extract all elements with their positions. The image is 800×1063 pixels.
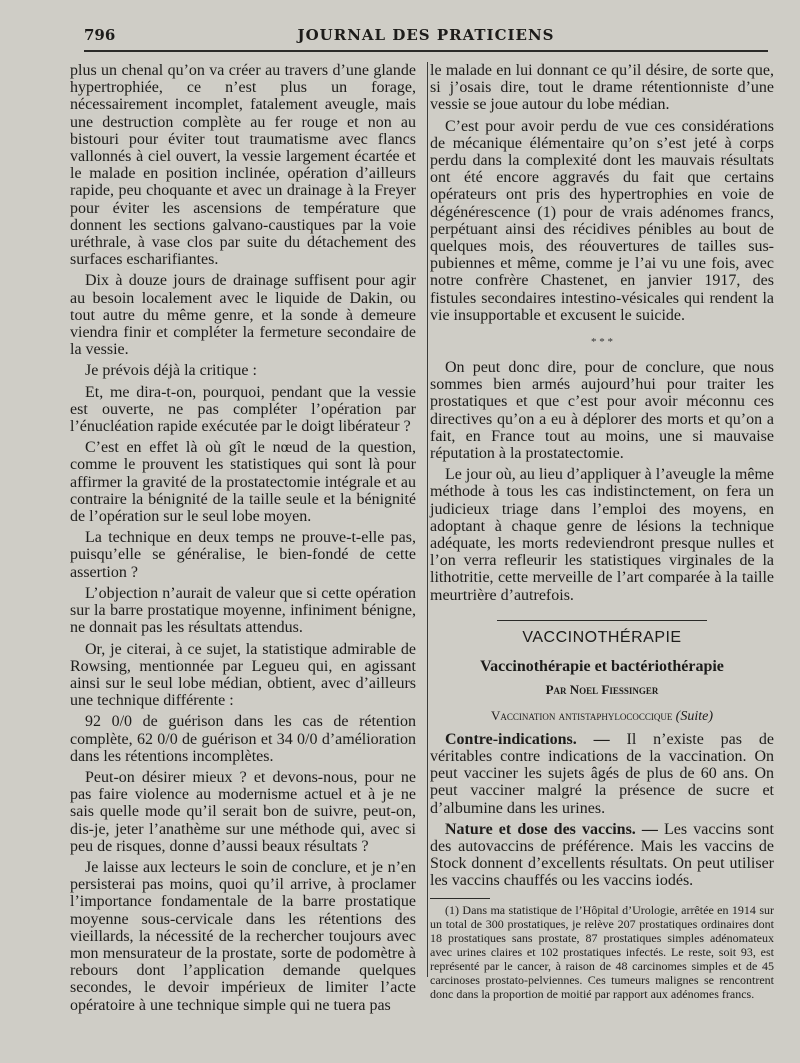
paragraph: C’est en effet là où gît le nœud de la question, comme le prouvent les statistiques qui sont là pour affirmer la gravité de la prostatectomie intégrale et au contraire la bénignité de la taille seule et la bénignité de l’opération sur le seul lobe moyen. <box>70 439 416 526</box>
right-column <box>430 62 774 1001</box>
run-in-heading: Contre-indications. — <box>445 730 610 748</box>
paragraph: Dix à douze jours de drainage suffisent pour agir au besoin localement avec le liquide de Dakin, ou tout autre du même genre, et la sonde à demeure viendra finir et compléter la fermeture secondaire de la vessie. <box>70 272 416 359</box>
paragraph: Le jour où, au lieu d’appliquer à l’aveugle la même méthode à tous les cas indistinctement, on fera un judicieux triage dans l’emploi des moyens, en adoptant à chaque genre de lésions la technique adéquate, les morts redeviendront presque nulles et l’on verra refleurir les statistiques virginales de la lithotritie, cette merveille de l’art comparée à la taille meurtrière d’autrefois. <box>430 466 774 604</box>
column-divider <box>427 62 428 977</box>
paragraph: Je prévois déjà la critique : <box>85 362 257 380</box>
paragraph: Et, me dira-t-on, pourquoi, pendant que la vessie est ouverte, ne pas compléter l’opération par l’énucléation rapide exécutée par le doigt libérateur ? <box>70 383 416 436</box>
subtitle-suffix: (Suite) <box>675 708 713 724</box>
footnote: (1) Dans ma statistique de l’Hôpital d’Urologie, arrêtée en 1914 sur un total de 300 prostatiques, je relève 207 prostatiques ordinaires dont 18 prostatiques sans prostate, 87 prostatiques simples adénomateux avec urines claires et 102 prostatiques infectés. Le reste, soit 93, est représenté par le cancer, à raison de 48 carcinomes simples et de 45 carcinoses prostato-pelviennes. Ces tumeurs malignes se rencontrent donc dans la proportion de moitié par rapport aux adénomes francs. <box>430 902 774 1001</box>
section-heading: VACCINOTHÉRAPIE <box>497 620 707 646</box>
run-in-heading: Nature et dose des vaccins. — <box>445 820 658 838</box>
section-separator: * * * <box>591 336 613 349</box>
left-column <box>70 62 416 1014</box>
paragraph: plus un chenal qu’on va créer au travers d’une glande hypertrophiée, ce n’est plus un forage, nécessairement incomplet, fatalement aveugle, mais une destruction complète au fer rouge et non au bistouri pour éviter tout traumatisme avec flancs vallonnés à ciel ouvert, la vessie largement écartée et le malade en position inclinée, opération d’ailleurs rapide, peu choquante et avec un drainage à la Freyer pour éviter les ascensions de température que donnent les sections galvano-caustiques par la voie uréthrale, à vase clos par suite du détachement des surfaces escharifiantes. <box>70 62 416 269</box>
page-number: 796 <box>84 26 116 44</box>
header-rule <box>84 50 768 52</box>
paragraph: L’objection n’aurait de valeur que si cette opération sur la barre prostatique moyenne, infiniment bénigne, ne donnait pas les résultats attendus. <box>70 584 416 637</box>
journal-title: JOURNAL DES PRATICIENS <box>297 26 555 44</box>
statistic-paragraph: 92 0/0 de guérison dans les cas de rétention complète, 62 0/0 de guérison et 34 0/0 d’amélioration dans les rétentions incomplètes. <box>70 713 416 765</box>
article-title: Vaccinothérapie et bactériothérapie <box>480 658 724 676</box>
paragraph: Or, je citerai, à ce sujet, la statistique admirable de Rowsing, mentionnée par Legueu qui, en agissant ainsi sur le seul lobe médian, obtient, avec d’ailleurs une technique différente : <box>70 640 416 710</box>
paragraph: La technique en deux temps ne prouve-t-elle pas, puisqu’elle se généralise, le bien-fondé de cette assertion ? <box>70 529 416 581</box>
paragraph: C’est pour avoir perdu de vue ces considérations de mécanique élémentaire qu’on s’est jeté à corps perdu dans la complexité dont les mauvais résultats ont été encore aggravés du fait que certains opérateurs ont pris des hypertrophies en voie de dégénérescence (1) pour de vrais adénomes francs, perpétuant ainsi des récidives pénibles au bout de quelques mois, des réouvertures de tailles sus-pubiennes et même, comme je l’ai vu une fois, avec notre confrère Chastenet, en janvier 1917, des fistules secondaires intestino-vésicales qui rendent la vie insupportable et excusent le suicide. <box>430 117 774 324</box>
footnote-rule <box>430 898 490 899</box>
paragraph <box>430 731 774 817</box>
paragraph <box>430 821 774 890</box>
paragraph: On peut donc dire, pour de conclure, que nous sommes bien armés aujourd’hui pour traiter les prostatiques et que c’est pour avoir méconnu ces directives qu’on a eu à déplorer des morts et qu’on a fait, en France tout au moins, une si mauvaise réputation à la prostatectomie. <box>430 359 774 463</box>
paragraph-text: Il n’existe pas de véritables contre indications de la vaccination. On peut vacciner les sujets âgés de plus de 60 ans. On peut vacciner malgré la présence de sucre et d’albumine dans les urines. <box>430 730 774 817</box>
subtitle-text: Vaccination antistaphylococcique <box>491 707 673 723</box>
paragraph-text: Les vaccins sont des autovaccins de préférence. Mais les vaccins de Stock donnent d’excellents résultats. On peut utiliser les vaccins chauffés ou les vaccins iodés. <box>430 820 775 890</box>
article-author: Par Noel Fiessinger <box>545 682 659 698</box>
article-subtitle <box>430 707 774 725</box>
paragraph: le malade en lui donnant ce qu’il désire, de sorte que, si j’osais dire, tout le drame rétentionniste d’une vessie se joue autour du lobe médian. <box>430 62 774 114</box>
paragraph: Peut-on désirer mieux ? et devons-nous, pour ne pas faire violence au modernisme actuel et à je ne sais quelle mode qu’il serait bon de suivre, peut-on, dis-je, jeter l’anathème sur une méthode qui, avec si peu de risques, donne d’aussi beaux résultats ? <box>70 768 416 855</box>
paragraph: Je laisse aux lecteurs le soin de conclure, et je n’en persisterai pas moins, quoi qu’il arrive, à proclamer l’importance fondamentale de la barre prostatique moyenne sous-cervicale dans les rétentions des vieillards, la nécessité de la rechercher toujours avec mon mensurateur de la prostate, sorte de podomètre à rebours dont l’application demande quelques secondes, le devoir impérieux de limiter l’acte opératoire à une technique simple qui ne tuera pas <box>70 858 416 1014</box>
page-header <box>84 26 768 52</box>
